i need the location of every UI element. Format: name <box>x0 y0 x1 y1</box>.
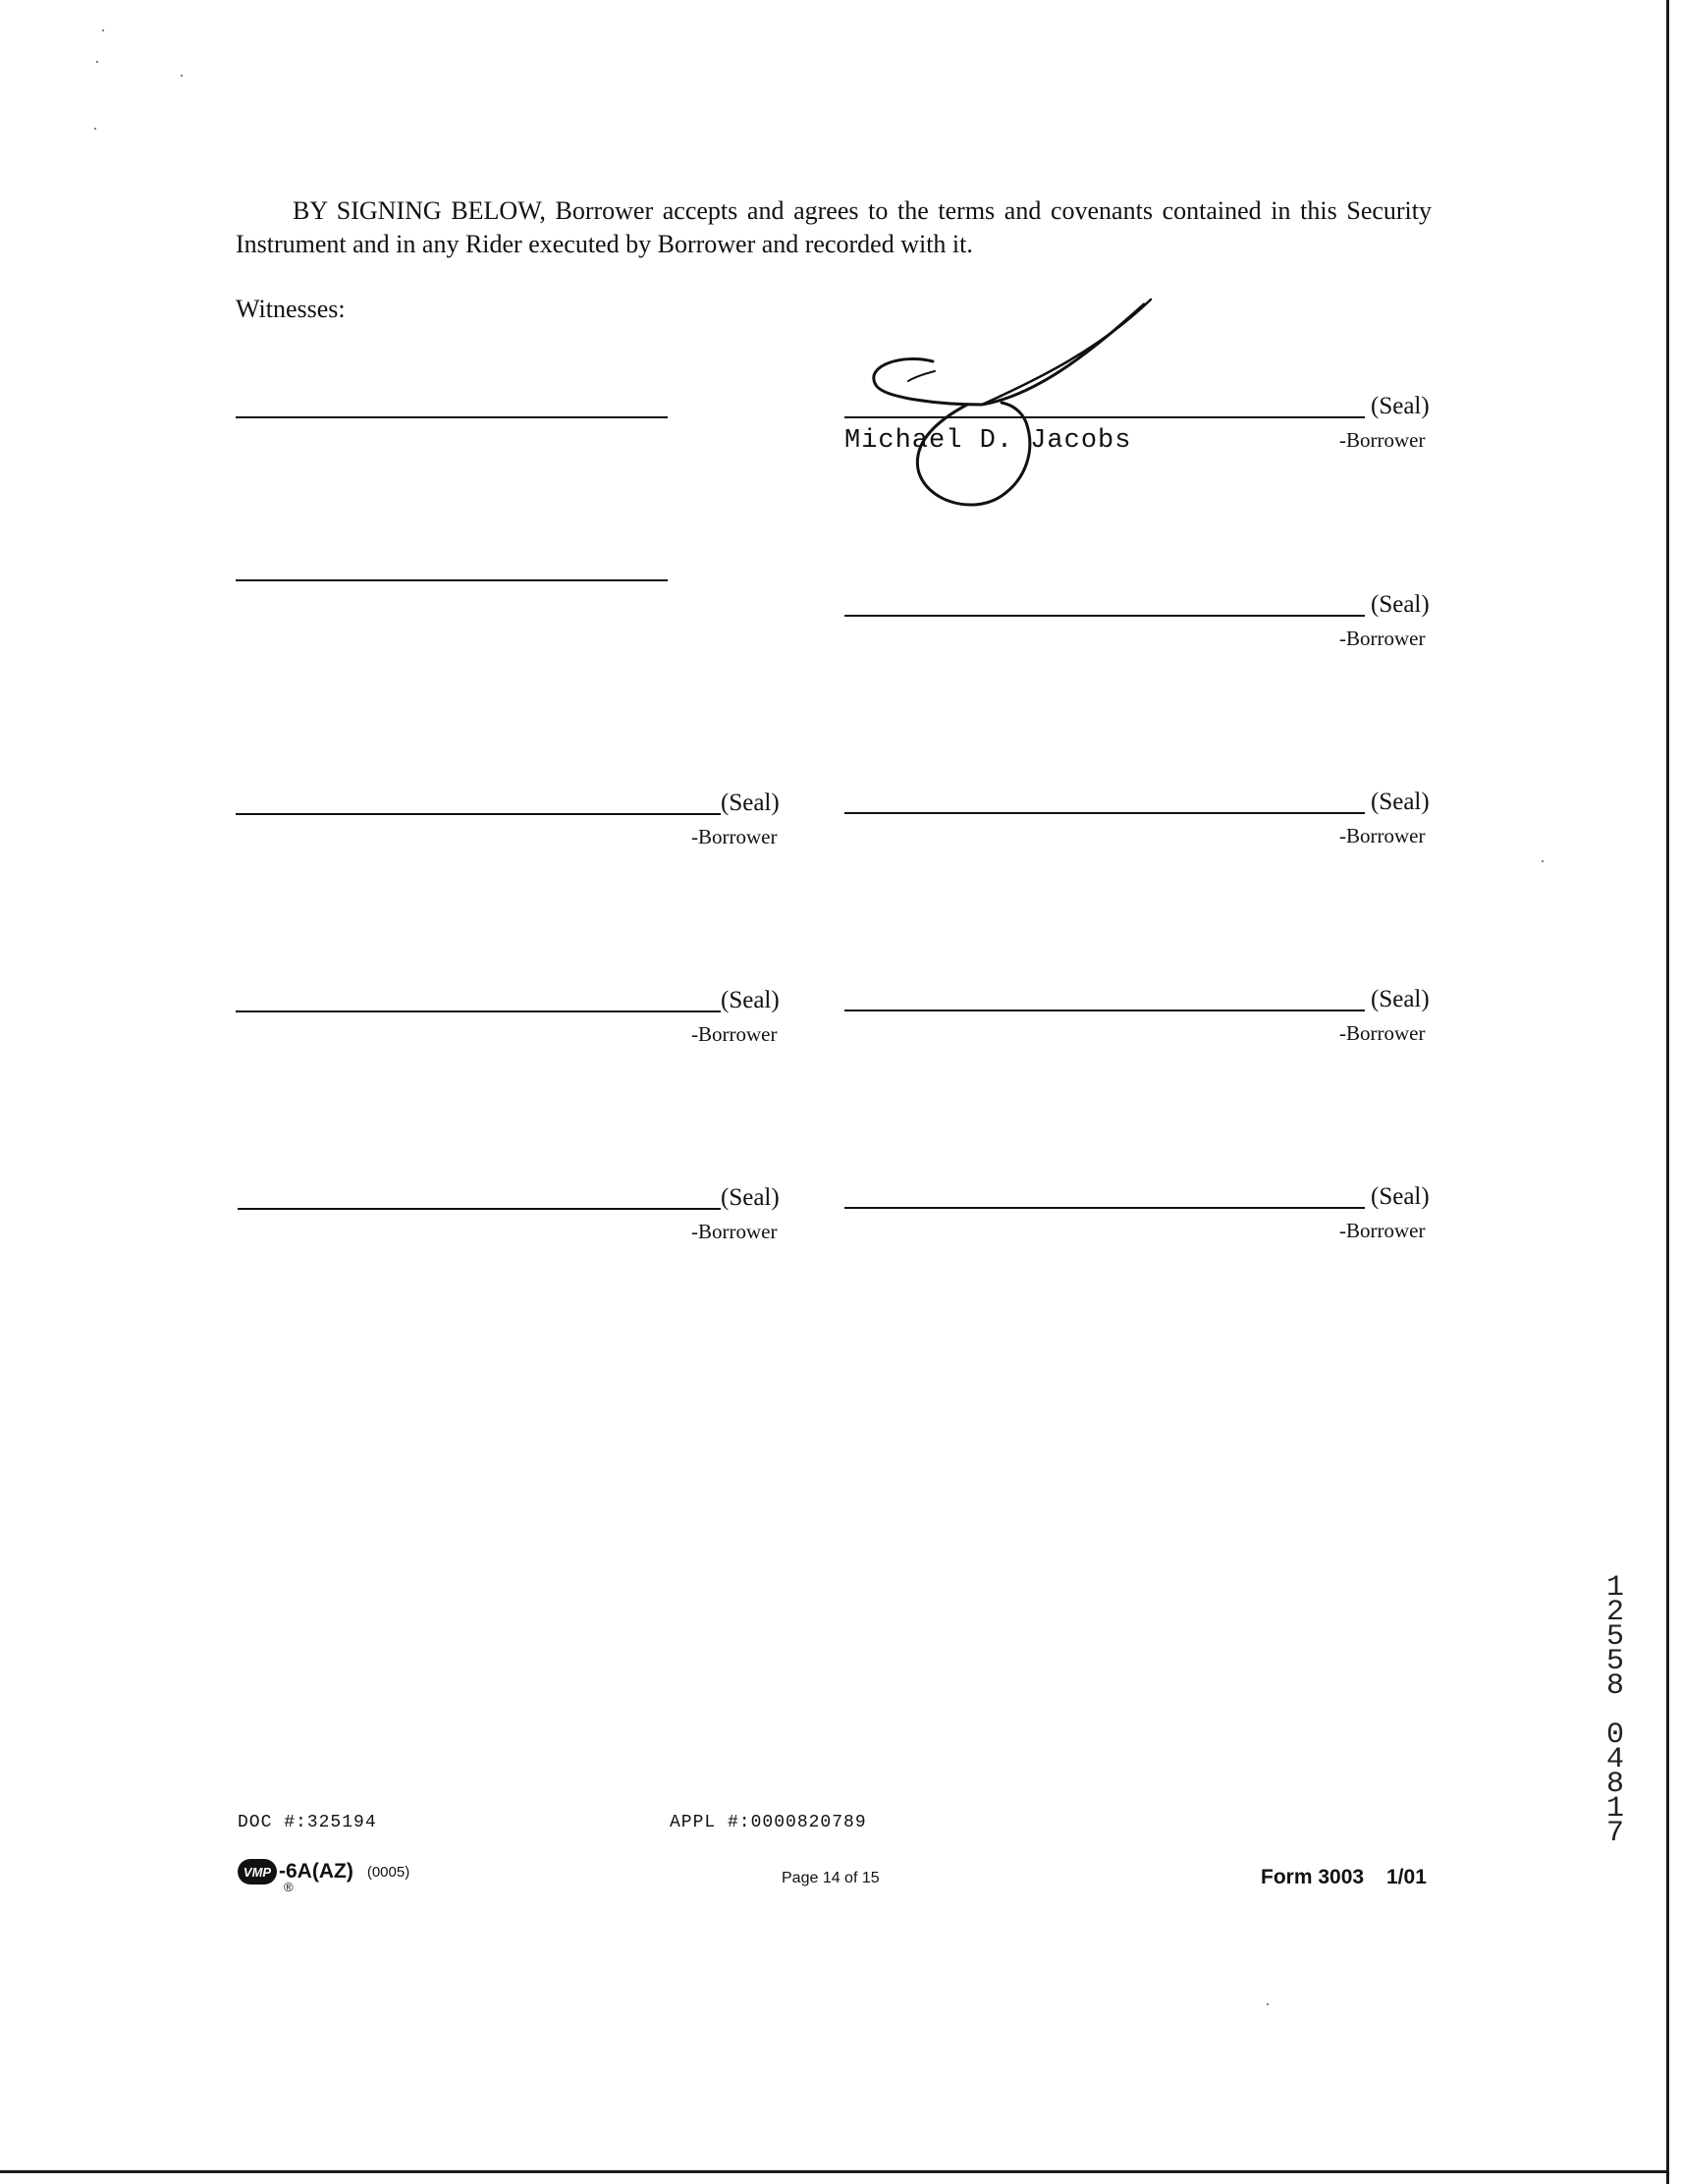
registered-mark: ® <box>284 1880 294 1894</box>
borrower-label: -Borrower <box>691 825 778 848</box>
borrower-label: -Borrower <box>1339 1021 1426 1045</box>
doc-number: DOC #:325194 <box>238 1813 377 1832</box>
borrower-signature-block-left-5 <box>238 1184 797 1243</box>
side-code-digit: 1 <box>1605 1792 1624 1826</box>
borrower-signature-line[interactable] <box>844 812 1365 814</box>
appl-number: APPL #:0000820789 <box>670 1813 867 1832</box>
witnesses-label: Witnesses: <box>236 295 346 323</box>
side-code-digit: 8 <box>1605 1768 1624 1801</box>
side-code-digit: 2 <box>1605 1596 1624 1629</box>
side-code-digit: 1 <box>1605 1571 1624 1605</box>
side-code-digit: 8 <box>1605 1669 1624 1703</box>
vmp-badge-text: VMP <box>243 1864 272 1880</box>
page-edge-bottom <box>0 2170 1669 2173</box>
signing-statement-text: Borrower accepts and agrees to the terms and covenants contained in this Security Instrument and in any Rider executed by Borrower and recorded with it. <box>236 196 1433 258</box>
seal-label: (Seal) <box>1371 986 1430 1012</box>
borrower-printed-name: Michael D. Jacobs <box>844 426 1132 456</box>
side-code-digit: 5 <box>1605 1620 1624 1654</box>
side-code-digit: 5 <box>1605 1645 1624 1678</box>
form-revision: (0005) <box>366 1863 410 1881</box>
borrower-signature-block-right-5 <box>844 1183 1434 1242</box>
borrower-label: -Borrower <box>1339 824 1426 847</box>
borrower-signature-block-right-4 <box>844 986 1434 1045</box>
vmp-logo <box>238 1859 409 1884</box>
borrower-signature-line[interactable] <box>236 1010 721 1012</box>
seal-label: (Seal) <box>1371 789 1430 815</box>
borrower-signature-line[interactable] <box>236 813 721 815</box>
page-number: Page 14 of 15 <box>782 1870 880 1886</box>
seal-label: (Seal) <box>1371 1183 1430 1210</box>
borrower-signature-line[interactable] <box>238 1208 721 1210</box>
borrower-label: -Borrower <box>691 1220 778 1243</box>
borrower-signature-line[interactable] <box>844 615 1365 617</box>
side-code-digit: 0 <box>1605 1719 1624 1752</box>
seal-label: (Seal) <box>1371 393 1430 419</box>
borrower-label: -Borrower <box>691 1022 778 1046</box>
borrower-signature-line[interactable] <box>844 1010 1365 1011</box>
seal-label: (Seal) <box>721 1184 780 1211</box>
vmp-badge-icon <box>238 1859 277 1884</box>
borrower-label: -Borrower <box>1339 428 1426 452</box>
signing-statement-lead: BY SIGNING BELOW, <box>293 196 546 225</box>
seal-label: (Seal) <box>721 987 780 1013</box>
form-date: 1/01 <box>1386 1866 1427 1888</box>
recording-side-code <box>1591 1571 1640 1850</box>
side-code-digit: 7 <box>1605 1817 1624 1850</box>
borrower-label: -Borrower <box>1339 627 1426 650</box>
side-code-digit: 4 <box>1605 1743 1624 1776</box>
witness-signature-line-2[interactable] <box>236 579 668 581</box>
borrower-label: -Borrower <box>1339 1219 1426 1242</box>
scan-speck <box>1267 2003 1269 2005</box>
handwritten-signature <box>0 0 1681 550</box>
seal-label: (Seal) <box>1371 591 1430 618</box>
form-number: Form 3003 <box>1261 1866 1365 1888</box>
borrower-signature-block-right-2 <box>844 591 1434 650</box>
form-code: -6A(AZ) <box>279 1860 353 1883</box>
borrower-signature-block-left-4 <box>236 987 795 1046</box>
scan-speck <box>1542 860 1544 862</box>
borrower-signature-block-right-3 <box>844 789 1434 847</box>
seal-label: (Seal) <box>721 790 780 816</box>
borrower-signature-block-left-3 <box>236 790 795 848</box>
borrower-signature-line[interactable] <box>844 1207 1365 1209</box>
